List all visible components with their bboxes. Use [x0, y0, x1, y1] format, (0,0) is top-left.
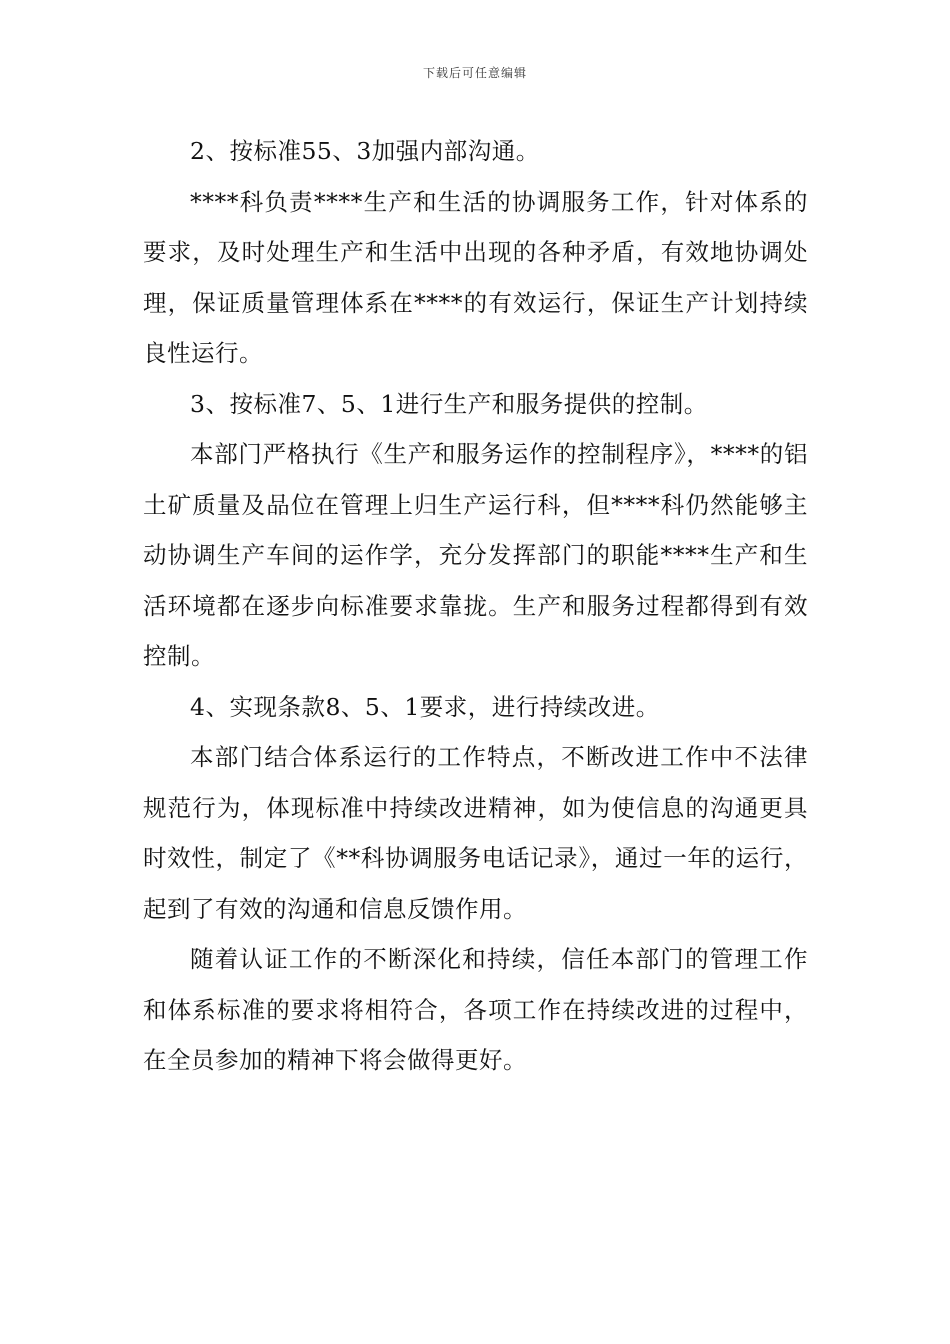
paragraph-section-2-heading: 2、按标准55、3加强内部沟通。 [190, 137, 540, 165]
document-body [143, 126, 808, 1086]
paragraph-section-3-body: 本部门严格执行《生产和服务运作的控制程序》，****的铝土矿质量及品位在管理上归生产运行科，但****科仍然能够主动协调生产车间的运作学，充分发挥部门的职能****生产和生活环境都在逐步向标准要求靠拢。生产和服务过程都得到有效控制。 [143, 440, 808, 670]
paragraph-section-2-body: ****科负责****生产和生活的协调服务工作，针对体系的要求，及时处理生产和生活中出现的各种矛盾，有效地协调处理，保证质量管理体系在****的有效运行，保证生产计划持续良性运行。 [143, 187, 808, 367]
page-header: 下载后可任意编辑 [422, 66, 527, 80]
paragraph-conclusion: 随着认证工作的不断深化和持续，信任本部门的管理工作和体系标准的要求将相符合，各项工作在持续改进的过程中，在全员参加的精神下将会做得更好。 [143, 945, 808, 1074]
paragraph-section-3-heading: 3、按标准7、5、1进行生产和服务提供的控制。 [190, 389, 708, 418]
paragraph-section-4-heading: 4、实现条款8、5、1要求，进行持续改进。 [190, 692, 660, 721]
paragraph-section-4-body: 本部门结合体系运行的工作特点，不断改进工作中不法律规范行为，体现标准中持续改进精神，如为使信息的沟通更具时效性，制定了《**科协调服务电话记录》，通过一年的运行，起到了有效的沟通和信息反馈作用。 [143, 743, 808, 923]
